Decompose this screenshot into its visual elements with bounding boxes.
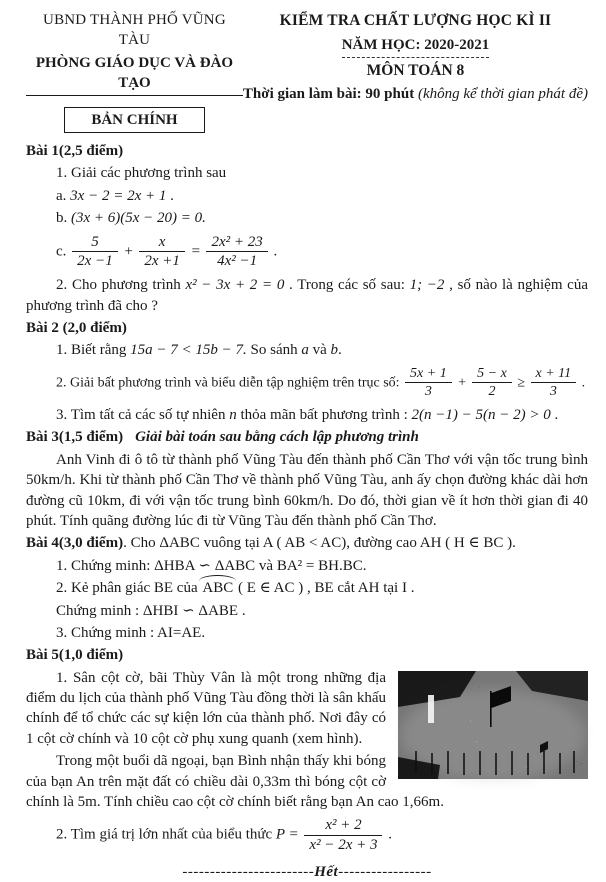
bai3-heading-label: Bài 3(1,5 điểm): [26, 429, 124, 446]
subject-title: MÔN TOÁN 8: [366, 62, 465, 80]
bai5-p2: Trong một buổi dã ngoại, bạn Bình nhận thấy khi bóng của bạn An trên mặt đất có chiều dài 0,33m thì bóng cột cờ chính là 5m. Tính chiều cao cột cờ chính biết rằng bạn An cao 1,66m.: [26, 753, 444, 811]
bai5-block: [26, 668, 588, 813]
bai4-q3: 3. Chứng minh : AI=AE.: [56, 624, 206, 641]
footer-dashes-right: -----------------: [338, 864, 432, 881]
bai2-q1: 1. Biết rằng 15a − 7 < 15b − 7. So sánh a và b.: [56, 342, 342, 359]
bai2-q2: 2. Giải bất phương trình và biểu diễn tập nghiệm trên trục số: $\frac{5x + 1}{3}$ + $\frac{5 - x}{2}$ ≥ $\frac{x + 11}{3}$ .: [56, 365, 586, 400]
bai4-heading-rest: . Cho ΔABC vuông tại A ( AB < AC), đường cao AH ( H ∈ BC ).: [123, 535, 516, 552]
header: [26, 10, 588, 135]
bai1-intro: 1. Giải các phương trình sau: [56, 165, 227, 182]
duration-bold: Thời gian làm bài: 90 phút: [242, 85, 415, 102]
bai3-heading: [26, 427, 588, 447]
bai3-heading-note: Giải bài toán sau bằng cách lập phương trình: [135, 429, 419, 446]
bai4-q1: 1. Chứng minh: ΔHBA ∽ ΔABC và BA² = BH.BC.: [56, 557, 367, 574]
header-left: [26, 10, 243, 135]
bai5-q2: 2. Tìm giá trị lớn nhất của biểu thức P = $\frac{\text{x² + 2}}{\text{x² − 2x + 3}}$ .: [56, 817, 392, 854]
bai3-body: Anh Vinh đi ô tô từ thành phố Vũng Tàu đến thành phố Cần Thơ với vận tốc trung bình 50km/h. Khi từ thành phố Cần Thơ về thành phố Vũng Tàu, anh ấy chọn đường khác dài hơn đường cũ 10km, đi với vận tốc trung bình 60km/h. Do đó, thời gian về ít hơn thời gian đi 40 phút. Tính quãng đường lúc đi từ Vũng Tàu đến thành phố Cần Thơ.: [26, 451, 588, 529]
school-year: NĂM HỌC: 2020-2021: [342, 35, 489, 58]
footer-het-line: [26, 862, 588, 882]
bai1-q2: 2. Cho phương trình x² − 3x + 2 = 0 . Trong các số sau: 1; −2 , số nào là nghiệm của phương trình đã cho ?: [26, 277, 589, 314]
bai4-q2-cont: Chứng minh : ΔHBI ∽ ΔABE .: [56, 602, 246, 619]
bai1-eq-c: c. $\frac{5}{2x -1}$ + $\frac{x}{2x +1}$ = $\frac{\text{2x² + 23}}{\text{4x² −1}}$ .: [56, 233, 278, 270]
flagpole-photo: [398, 671, 588, 779]
footer-het-label: Hết: [314, 864, 339, 881]
duration-note: (không kể thời gian phát đề): [414, 85, 588, 102]
bai2-q3: 3. Tìm tất cả các số tự nhiên n thỏa mãn bất phương trình : 2(n −1) − 5(n − 2) > 0 .: [56, 407, 559, 424]
bai4-q2: 2. Kẻ phân giác BE của ABC ( E ∈ AC ) , BE cắt AH tại I .: [26, 578, 588, 598]
duration-line: [243, 84, 588, 104]
exam-title: KIỂM TRA CHẤT LƯỢNG HỌC KÌ II: [279, 12, 552, 29]
footer-dashes-left: ------------------------: [182, 864, 315, 881]
header-org-line1: UBND THÀNH PHỐ VŨNG TÀU: [43, 12, 226, 49]
bai5-p1: 1. Sân cột cờ, bãi Thùy Vân là một trong những địa điểm du lịch của thành phố Vũng Tàu đồng thời là sân khấu chính để tổ chức các sự kiện lớn của thành phố. Nơi đây có 1 cột cờ chính và 10 cột cờ phụ xung quanh (xem hình).: [26, 669, 386, 747]
bai4-heading-label: Bài 4(3,0 điểm): [26, 535, 124, 552]
bai4-heading: [26, 533, 588, 553]
bai1-heading: Bài 1(2,5 điểm): [26, 142, 124, 159]
bai1-eq-a: a. 3x − 2 = 2x + 1 .: [56, 187, 174, 204]
bai1-eq-b: b. (3x + 6)(5x − 20) = 0.: [56, 210, 206, 227]
bai2-heading: Bài 2 (2,0 điểm): [26, 319, 127, 336]
bai5-heading: Bài 5(1,0 điểm): [26, 647, 124, 664]
stamp-box: BẢN CHÍNH: [64, 107, 204, 133]
photo-monument: [428, 695, 434, 723]
header-right: [243, 10, 588, 135]
header-org-line2: PHÒNG GIÁO DỤC VÀ ĐÀO TẠO: [26, 53, 243, 96]
main-flagpole: [490, 691, 492, 727]
